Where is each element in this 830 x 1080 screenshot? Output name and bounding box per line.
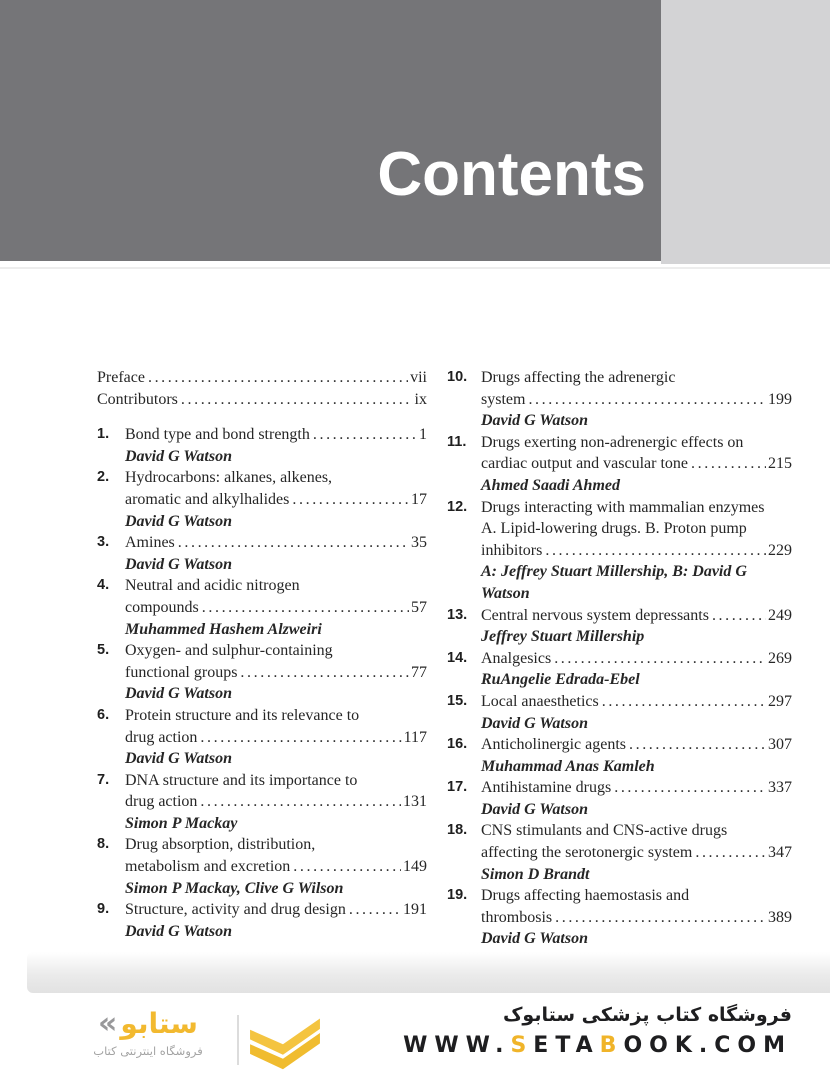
toc-row [481, 648, 792, 670]
dot-leader [614, 777, 766, 799]
dot-leader [181, 389, 413, 411]
toc-entry-author: Muhammad Anas Kamleh [481, 757, 655, 775]
toc-left-column [97, 367, 427, 950]
toc-entry [447, 691, 792, 734]
toc-row-title: drug action [125, 793, 198, 811]
chapter-number: 18. [447, 822, 468, 839]
toc-entry-title-line: Drugs interacting with mammalian enzymes [481, 498, 765, 516]
toc-row-title: metabolism and excretion [125, 858, 291, 876]
page-number: 307 [768, 736, 792, 754]
toc-entry-body [481, 777, 792, 820]
toc-entry-author: A: Jeffrey Stuart Millership, B: David G [481, 563, 747, 581]
dot-leader [148, 367, 408, 389]
toc-row [481, 691, 792, 713]
front-matter-gap [97, 410, 427, 424]
url-segment: WWW. [403, 1033, 511, 1058]
toc-row-title: compounds [125, 598, 199, 616]
toc-entry-title-line: CNS stimulants and CNS-active drugs [481, 822, 728, 840]
logo-wordmark-text: ستابو [120, 1007, 198, 1040]
chapter-number: 19. [447, 887, 468, 904]
toc-row [481, 734, 792, 756]
header-side-block [661, 0, 830, 264]
toc-entry [447, 820, 792, 885]
page-number: 77 [411, 663, 427, 681]
toc-entry [447, 885, 792, 950]
page-number: 35 [411, 534, 427, 552]
toc-entry-body [481, 885, 792, 950]
chapter-number: 8. [97, 836, 110, 853]
toc-entry [97, 532, 427, 575]
toc-entry [447, 367, 792, 432]
toc-entry-body [481, 367, 792, 432]
toc-entry [97, 424, 427, 467]
toc-row [97, 367, 427, 389]
toc-entry-body [125, 575, 427, 640]
toc-row-title: Bond type and bond strength [125, 426, 310, 444]
url-segment: S [510, 1033, 534, 1058]
toc-entry-body [125, 532, 427, 575]
toc-entry-author: David G Watson [125, 922, 232, 940]
toc-row-title: Central nervous system depressants [481, 606, 709, 624]
toc-entry [447, 734, 792, 777]
page-number: 17 [411, 490, 427, 508]
toc-row [481, 540, 792, 562]
page-number: 389 [768, 908, 792, 926]
dot-leader [200, 727, 401, 749]
page-number: 1 [419, 426, 427, 444]
page-number: 249 [768, 606, 792, 624]
toc-row-title: functional groups [125, 663, 238, 681]
chapter-number: 14. [447, 649, 468, 666]
chapter-number: 15. [447, 692, 468, 709]
toc-entry-title-line: Drugs affecting the adrenergic [481, 369, 676, 386]
toc-entry-author: Simon D Brandt [481, 865, 590, 883]
toc-entry-author: David G Watson [481, 714, 588, 732]
toc-entry [97, 899, 427, 942]
toc-entry [97, 705, 427, 770]
chapter-number: 11. [447, 433, 467, 450]
footer-banner [0, 993, 830, 1080]
toc-entry-author: David G Watson [125, 685, 232, 703]
page-title: Contents [377, 140, 646, 209]
toc-entry-title-line: Drugs affecting haemostasis and [481, 887, 690, 905]
dot-leader [202, 597, 409, 619]
toc-entry-title-line: Protein structure and its relevance to [125, 706, 360, 724]
toc-entry-author: Simon P Mackay [125, 814, 238, 832]
logo-wordmark [62, 1005, 234, 1043]
chapter-number: 13. [447, 606, 468, 623]
logo-kaf-chevron-icon: « [98, 1006, 118, 1041]
toc-entry [97, 770, 427, 835]
toc-entry-title-line: Hydrocarbons: alkanes, alkenes, [125, 469, 333, 487]
toc-entry-author: Watson [481, 584, 530, 602]
toc-row [481, 842, 792, 864]
toc-row [125, 662, 427, 684]
chapter-number: 16. [447, 736, 468, 753]
setabook-logo [62, 1005, 234, 1058]
toc-entry [97, 640, 427, 705]
page-number: 131 [403, 793, 427, 811]
chapter-number: 5. [97, 642, 110, 659]
dot-leader [602, 691, 766, 713]
toc-row [481, 907, 792, 929]
url-segment: B [599, 1033, 624, 1058]
toc-entry [447, 648, 792, 691]
toc-entry-body [481, 734, 792, 777]
chapter-number: 7. [97, 771, 110, 788]
toc-entry-body [481, 820, 792, 885]
toc-entry-author: David G Watson [125, 512, 232, 530]
toc-row-title: Preface [97, 369, 145, 386]
toc-row-title: Antihistamine drugs [481, 779, 612, 797]
toc-entry-body [125, 640, 427, 705]
dot-leader [240, 662, 409, 684]
toc-entry-body [125, 467, 427, 532]
toc-row [125, 424, 427, 446]
website-url [403, 1032, 792, 1060]
toc-right-column [447, 367, 792, 950]
page-number: ix [414, 390, 427, 408]
toc-row [125, 489, 427, 511]
toc-entry-title-line: Oxygen- and sulphur-containing [125, 642, 333, 660]
double-chevron-down-icon [248, 1012, 322, 1070]
toc-row-title: Analgesics [481, 649, 552, 667]
toc-entry [447, 777, 792, 820]
url-segment: OOK.COM [623, 1033, 792, 1058]
toc-row-title: aromatic and alkylhalides [125, 490, 290, 508]
toc-entry-author: Simon P Mackay, Clive G Wilson [125, 879, 344, 897]
toc-entry-title-line: Neutral and acidic nitrogen [125, 577, 300, 595]
page-number: 229 [768, 541, 792, 559]
page-number: 57 [411, 598, 427, 616]
dot-leader [695, 842, 766, 864]
page-number: 117 [403, 728, 427, 746]
dot-leader [629, 734, 766, 756]
toc-row-title: Local anaesthetics [481, 692, 599, 710]
toc-entry-author: David G Watson [481, 412, 588, 430]
toc-row-title: inhibitors [481, 541, 543, 559]
toc-entry [447, 605, 792, 648]
dot-leader [528, 389, 766, 411]
toc-entry-body [125, 770, 427, 835]
page-bottom-shadow [27, 952, 830, 993]
dot-leader [292, 489, 409, 511]
chapter-number: 3. [97, 534, 110, 551]
chapter-number: 10. [447, 369, 468, 385]
toc-row-title: Contributors [97, 390, 178, 408]
toc-row-title: Amines [125, 534, 175, 552]
toc-entry-body [125, 705, 427, 770]
toc-entry-body [125, 899, 427, 942]
toc-row-title: cardiac output and vascular tone [481, 455, 689, 473]
page-number: 269 [768, 649, 792, 667]
dot-leader [712, 605, 766, 627]
toc-entry-title-line: Drugs exerting non-adrenergic effects on [481, 433, 744, 451]
table-of-contents [97, 367, 792, 950]
logo-divider [237, 1015, 239, 1065]
chapter-number: 9. [97, 901, 110, 918]
page-number: 337 [768, 779, 792, 797]
toc-entry [447, 497, 792, 605]
dot-leader [554, 648, 766, 670]
toc-row [97, 389, 427, 411]
toc-row [125, 856, 427, 878]
toc-entry-body [481, 432, 792, 497]
toc-entry-body [125, 424, 427, 467]
dot-leader [555, 907, 766, 929]
toc-entry [97, 575, 427, 640]
toc-row-title: drug action [125, 728, 198, 746]
page-number: vii [410, 369, 427, 386]
dot-leader [200, 791, 401, 813]
toc-row-title: affecting the serotonergic system [481, 844, 693, 862]
page-number: 347 [768, 844, 792, 862]
toc-entry [97, 467, 427, 532]
toc-entry-title-line: Drug absorption, distribution, [125, 836, 316, 854]
toc-row [481, 777, 792, 799]
toc-entry-title-line: A. Lipid-lowering drugs. B. Proton pump [481, 520, 747, 538]
dot-leader [313, 424, 417, 446]
chapter-number: 17. [447, 779, 468, 796]
chapter-number: 4. [97, 577, 110, 594]
toc-entry-author: Jeffrey Stuart Millership [481, 628, 645, 646]
toc-row-title: thrombosis [481, 908, 553, 926]
chapter-number: 6. [97, 706, 110, 723]
page-number: 215 [768, 455, 792, 473]
toc-entry-author: David G Watson [125, 555, 232, 573]
chapter-number: 2. [97, 469, 110, 486]
page-number: 199 [768, 390, 792, 408]
toc-entry [97, 834, 427, 899]
dot-leader [691, 453, 766, 475]
toc-entry-author: David G Watson [481, 930, 588, 948]
page-number: 297 [768, 692, 792, 710]
toc-row [125, 899, 427, 921]
page-number: 149 [403, 858, 427, 876]
toc-entry-body [481, 648, 792, 691]
toc-entry [447, 432, 792, 497]
toc-entry-author: Muhammed Hashem Alzweiri [125, 620, 322, 638]
logo-tagline: فروشگاه اینترنتی کتاب [93, 1044, 203, 1058]
toc-entry-author: Ahmed Saadi Ahmed [481, 476, 620, 494]
toc-entry-body [481, 497, 792, 605]
header-underline [0, 267, 830, 269]
toc-row [125, 597, 427, 619]
toc-entry-title-line: DNA structure and its importance to [125, 771, 358, 789]
toc-row [481, 453, 792, 475]
chapter-number: 12. [447, 498, 468, 515]
store-title: فروشگاه کتاب پزشکی ستابوک [502, 1004, 792, 1026]
toc-entry-author: David G Watson [125, 447, 232, 465]
header-banner [0, 0, 661, 261]
toc-row [125, 727, 427, 749]
dot-leader [545, 540, 766, 562]
toc-entry-author: David G Watson [125, 750, 232, 768]
chapter-number: 1. [97, 426, 110, 443]
toc-row [481, 389, 792, 411]
dot-leader [178, 532, 409, 554]
toc-row [125, 791, 427, 813]
toc-row-title: Anticholinergic agents [481, 736, 626, 754]
toc-entry-author: David G Watson [481, 800, 588, 818]
toc-entry-body [481, 691, 792, 734]
toc-row [481, 605, 792, 627]
toc-entry-body [481, 605, 792, 648]
store-info [403, 1002, 792, 1060]
toc-row-title: Structure, activity and drug design [125, 901, 346, 919]
dot-leader [349, 899, 401, 921]
toc-entry-body [125, 834, 427, 899]
toc-row [125, 532, 427, 554]
dot-leader [293, 856, 401, 878]
page-number: 191 [403, 901, 427, 919]
toc-entry-author: RuAngelie Edrada-Ebel [481, 671, 640, 689]
toc-row-title: system [481, 390, 526, 408]
url-segment: ETA [533, 1033, 600, 1058]
